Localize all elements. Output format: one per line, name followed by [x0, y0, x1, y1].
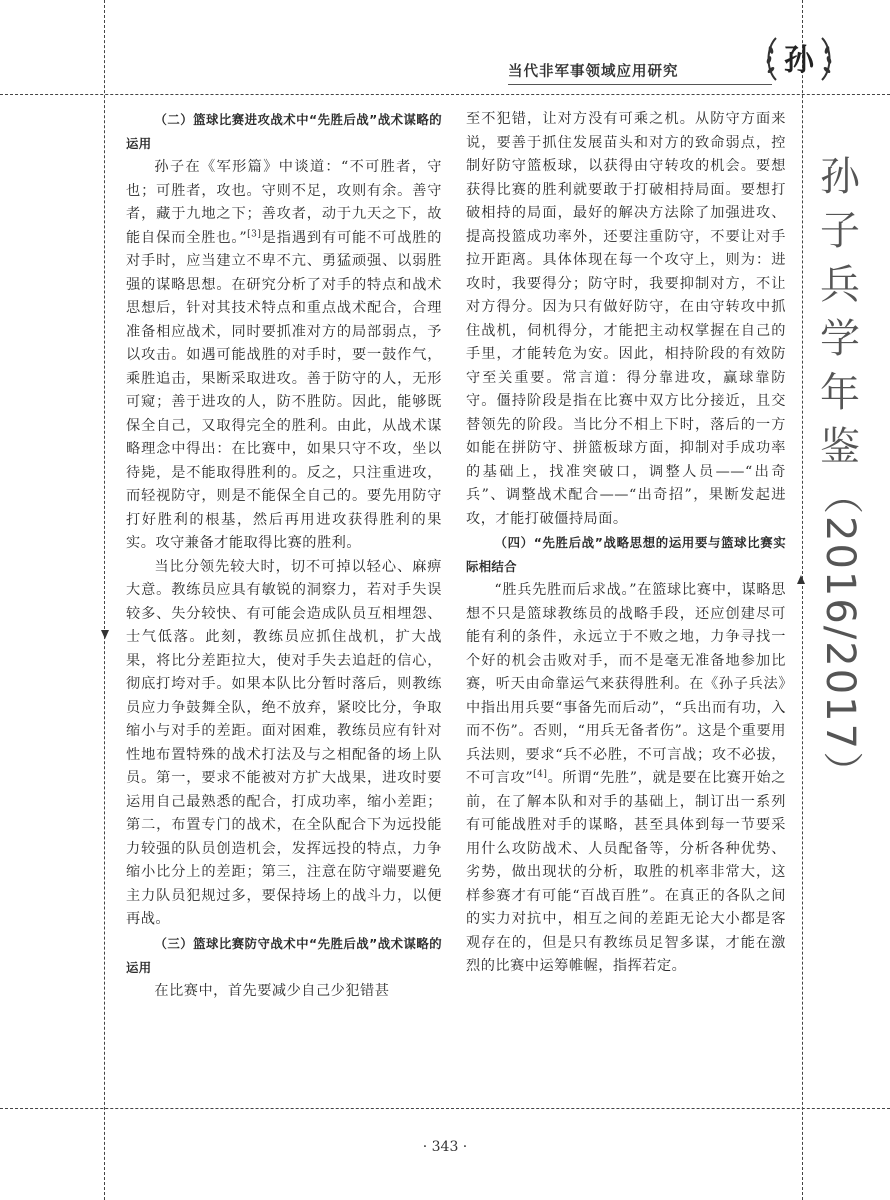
body-paragraph [466, 579, 786, 979]
running-header-title: 当代非军事领域应用研究 [508, 64, 679, 80]
citation-ref: [3] [247, 228, 262, 239]
triangle-down-marker-icon [101, 630, 109, 639]
side-title-char: 学 [820, 316, 860, 362]
section-heading: （二）篮球比赛进攻战术中“先胜后战”战术谋略的运用 [126, 112, 442, 151]
side-title-char: 孙 [820, 154, 860, 200]
body-paragraph [126, 156, 442, 556]
body-paragraph: 当比分领先较大时，切不可掉以轻心、麻痹大意。教练员应具有敏锐的洞察力，若对手失误较多、失分较快、有可能会造成队员互相埋怨、士气低落。此刻，教练员应抓住战机，扩大战果，将比分差距拉大，使对手失去追赶的信心，彻底打垮对手。如果本队比分暂时落后，则教练员应力争鼓舞全队，绝不放弃，紧咬比分，争取缩小与对手的差距。面对困难，教练员应有针对性地布置特殊的战术打法及与之相配备的场上队员。第一，要求不能被对方扩大战果，进攻时要运用自己最熟悉的配合，打成功率，缩小差距；第二，布置专门的战术，在全队配合下为远投能力较强的队员创造机会，发挥远投的特点，力争缩小比分上的差距；第三，注意在防守端要避免主力队员犯规过多，要保持场上的战斗力，以便再战。 [126, 558, 442, 927]
section-heading: （四）“先胜后战”战略思想的运用要与篮球比赛实际相结合 [466, 535, 786, 574]
paragraph-text: 。所谓“先胜”，就是要在比赛开始之前，在了解本队和对手的基础上，制订出一系列有可能战胜对手的谋略，甚至具体到每一节要采用什么攻防战术、人员配备等，分析各种优势、劣势，做出现状的分析，取胜的机率非常大，这样参赛才有可能“百战百胜”。在真正的各队之间的实力对抗中，相互之间的差距无论大小都是客观存在的，但是只有教练员足智多谋，才能在激烈的比赛中运筹帷幄，指挥若定。 [466, 770, 786, 974]
body-paragraph: 在比赛中，首先要减少自己少犯错甚 [154, 982, 390, 999]
paragraph-text: 孙子在《军形篇》中谈道：“不可胜者，守也；可胜者，攻也。守则不足，攻则有余。善守者，藏于九地之下；善攻者，动于九天之下，故能自保而全胜也。” [126, 159, 442, 246]
body-paragraph: 至不犯错，让对方没有可乘之机。从防守方面来说，要善于抓住发展苗头和对方的致命弱点，控制好防守篮板球，以获得由守转攻的机会。要想获得比赛的胜利就要敢于打破相持局面。要想打破相持的局面，最好的解决方法除了加强进攻、提高投篮成功率外，还要注重防守，不要让对手拉开距离。具体体现在每一个攻守上，则为：进攻时，我要得分；防守时，我要抑制对方，不让对方得分。因为只有做好防守，在由守转攻中抓住战机，伺机得分，才能把主动权掌握在自己的手里，才能转危为安。因此，相持阶段的有效防守至关重要。常言道：得分靠进攻，赢球靠防守。僵持阶段是指在比赛中双方比分接近，且交替领先的阶段。当比分不相上下时，落后的一方如能在拼防守、拼篮板球方面，抑制对手成功率的基础上，找准突破口，调整人员——“出奇兵”、调整战术配合——“出奇招”，果断发起进攻，才能打破僵持局面。 [466, 111, 786, 527]
paragraph-text: “胜兵先胜而后求战。”在篮球比赛中，谋略思想不只是篮球教练员的战略手段，还应创建尽可能有利的条件，永远立于不败之地，力争寻找一个好的机会击败对手，而不是毫无准备地参加比赛，听天由命靠运气来获得胜利。在《孙子兵法》中指出用兵要“事备先而后动”，“兵出而有功，入而不伤”。否则，“用兵无备者伤”。这是个重要用兵法则，要求“兵不必胜，不可言战；攻不必拔，不可言攻” [466, 582, 786, 786]
sunzi-laurel-logo-icon [762, 30, 836, 88]
side-title-char: 年 [820, 370, 860, 416]
logo-glyph: 孙 [784, 43, 814, 78]
bottom-dashed-rule [0, 1108, 890, 1109]
section-heading: （三）篮球比赛防守战术中“先胜后战”战术谋略的运用 [126, 935, 442, 975]
side-title-year: （2016/2017） [817, 474, 863, 794]
side-title-char: 鉴 [820, 424, 860, 470]
left-text-column [126, 108, 442, 1003]
right-dashed-rule [802, 0, 803, 1200]
right-text-column [466, 108, 786, 979]
left-dashed-rule [104, 0, 105, 1200]
book-side-title [810, 150, 870, 793]
side-title-char: 兵 [820, 262, 860, 308]
side-title-char: 子 [820, 208, 860, 254]
top-dashed-rule [0, 94, 890, 95]
paragraph-text: 是指遇到有可能不可战胜的对手时，应当建立不卑不亢、勇猛顽强、以弱胜强的谋略思想。在研究分析了对手的特点和战术思想后，针对其技术特点和重点战术配合，合理准备相应战术，同时要抓准对方的局部弱点，予以攻击。如遇可能战胜的对手时，要一鼓作气，乘胜追击，果断采取进攻。善于防守的人，无形可窥；善于进攻的人，防不胜防。因此，能够既保全自己，又取得完全的胜利。由此，从战术谋略理念中得出：在比赛中，如果只守不攻，坐以待毙，是不能取得胜利的。反之，只注重进攻，而轻视防守，则是不能保全自己的。要先用防守打好胜利的根基，然后再用进攻获得胜利的果实。攻守兼备才能取得比赛的胜利。 [126, 229, 442, 551]
header-underline [508, 84, 772, 85]
page-number: · 343 · [422, 1139, 468, 1155]
triangle-up-marker-icon [797, 575, 805, 584]
citation-ref: [4] [533, 769, 548, 780]
